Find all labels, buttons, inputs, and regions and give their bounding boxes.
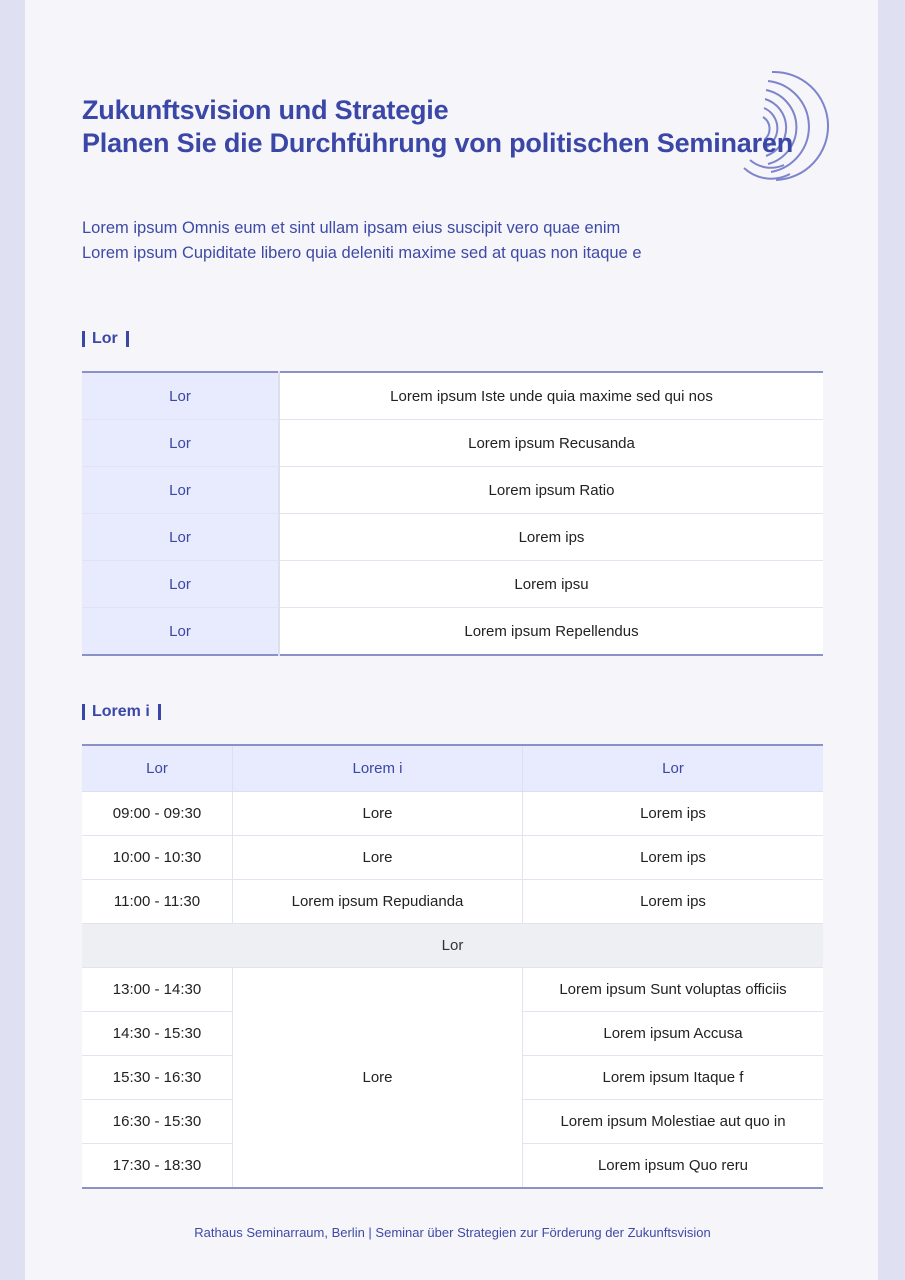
- page-title: [82, 94, 793, 160]
- info-table: [82, 371, 823, 656]
- table-row: [82, 608, 823, 656]
- title-line-1: Zukunftsvision und Strategie: [82, 95, 449, 125]
- table-row: [82, 420, 823, 467]
- intro-paragraph: [82, 216, 642, 266]
- row-value: Lorem ips: [279, 514, 823, 561]
- break-row: [82, 924, 823, 968]
- schedule-table: [82, 744, 823, 1189]
- row-key: Lor: [82, 467, 279, 514]
- intro-line-1: Lorem ipsum Omnis eum et sint ullam ipsam eius suscipit vero quae enim: [82, 219, 621, 237]
- time-cell: 17:30 - 18:30: [82, 1144, 233, 1189]
- right-cell: Lorem ips: [523, 836, 824, 880]
- time-cell: 11:00 - 11:30: [82, 880, 233, 924]
- row-value: Lorem ipsum Ratio: [279, 467, 823, 514]
- time-cell: 13:00 - 14:30: [82, 968, 233, 1012]
- column-header-right: Lor: [523, 745, 824, 792]
- intro-line-2: Lorem ipsum Cupiditate libero quia deleniti maxime sed at quas non itaque e: [82, 244, 642, 262]
- section-heading-info: [82, 330, 129, 348]
- row-key: Lor: [82, 420, 279, 467]
- time-cell: 10:00 - 10:30: [82, 836, 233, 880]
- row-key: Lor: [82, 561, 279, 608]
- middle-cell: Lorem ipsum Repudianda: [233, 880, 523, 924]
- middle-cell: Lore: [233, 792, 523, 836]
- heading-bar-right: [126, 331, 129, 347]
- time-cell: 14:30 - 15:30: [82, 1012, 233, 1056]
- time-cell: 16:30 - 15:30: [82, 1100, 233, 1144]
- row-value: Lorem ipsum Recusanda: [279, 420, 823, 467]
- table-row: [82, 372, 823, 420]
- title-line-2: Planen Sie die Durchführung von politischen Seminaren: [82, 128, 794, 158]
- section-heading-schedule: [82, 703, 161, 721]
- table-row: [82, 792, 823, 836]
- table-row: [82, 836, 823, 880]
- break-cell: Lor: [82, 924, 823, 968]
- right-cell: Lorem ipsum Accusa: [523, 1012, 824, 1056]
- time-cell: 15:30 - 16:30: [82, 1056, 233, 1100]
- column-header-middle: Lorem i: [233, 745, 523, 792]
- row-value: Lorem ipsum Iste unde quia maxime sed qui nos: [279, 372, 823, 420]
- row-key: Lor: [82, 372, 279, 420]
- right-cell: Lorem ips: [523, 792, 824, 836]
- row-value: Lorem ipsum Repellendus: [279, 608, 823, 656]
- right-cell: Lorem ipsum Quo reru: [523, 1144, 824, 1189]
- right-cell: Lorem ipsum Sunt voluptas officiis: [523, 968, 824, 1012]
- time-cell: 09:00 - 09:30: [82, 792, 233, 836]
- row-key: Lor: [82, 514, 279, 561]
- right-cell: Lorem ipsum Itaque f: [523, 1056, 824, 1100]
- section-heading-label: Lor: [92, 330, 118, 347]
- middle-cell: Lore: [233, 836, 523, 880]
- right-cell: Lorem ipsum Molestiae aut quo in: [523, 1100, 824, 1144]
- column-header-time: Lor: [82, 745, 233, 792]
- table-row: [82, 514, 823, 561]
- table-row: [82, 467, 823, 514]
- table-row: [82, 968, 823, 1012]
- right-cell: Lorem ips: [523, 880, 824, 924]
- section-heading-label: Lorem i: [92, 703, 150, 720]
- footer-text: Rathaus Seminarraum, Berlin | Seminar über Strategien zur Förderung der Zukunftsvision: [194, 1225, 711, 1240]
- heading-bar-right: [158, 704, 161, 720]
- table-header-row: [82, 745, 823, 792]
- shared-middle-cell: Lore: [233, 968, 523, 1189]
- table-row: [82, 880, 823, 924]
- table-row: [82, 561, 823, 608]
- row-value: Lorem ipsu: [279, 561, 823, 608]
- row-key: Lor: [82, 608, 279, 656]
